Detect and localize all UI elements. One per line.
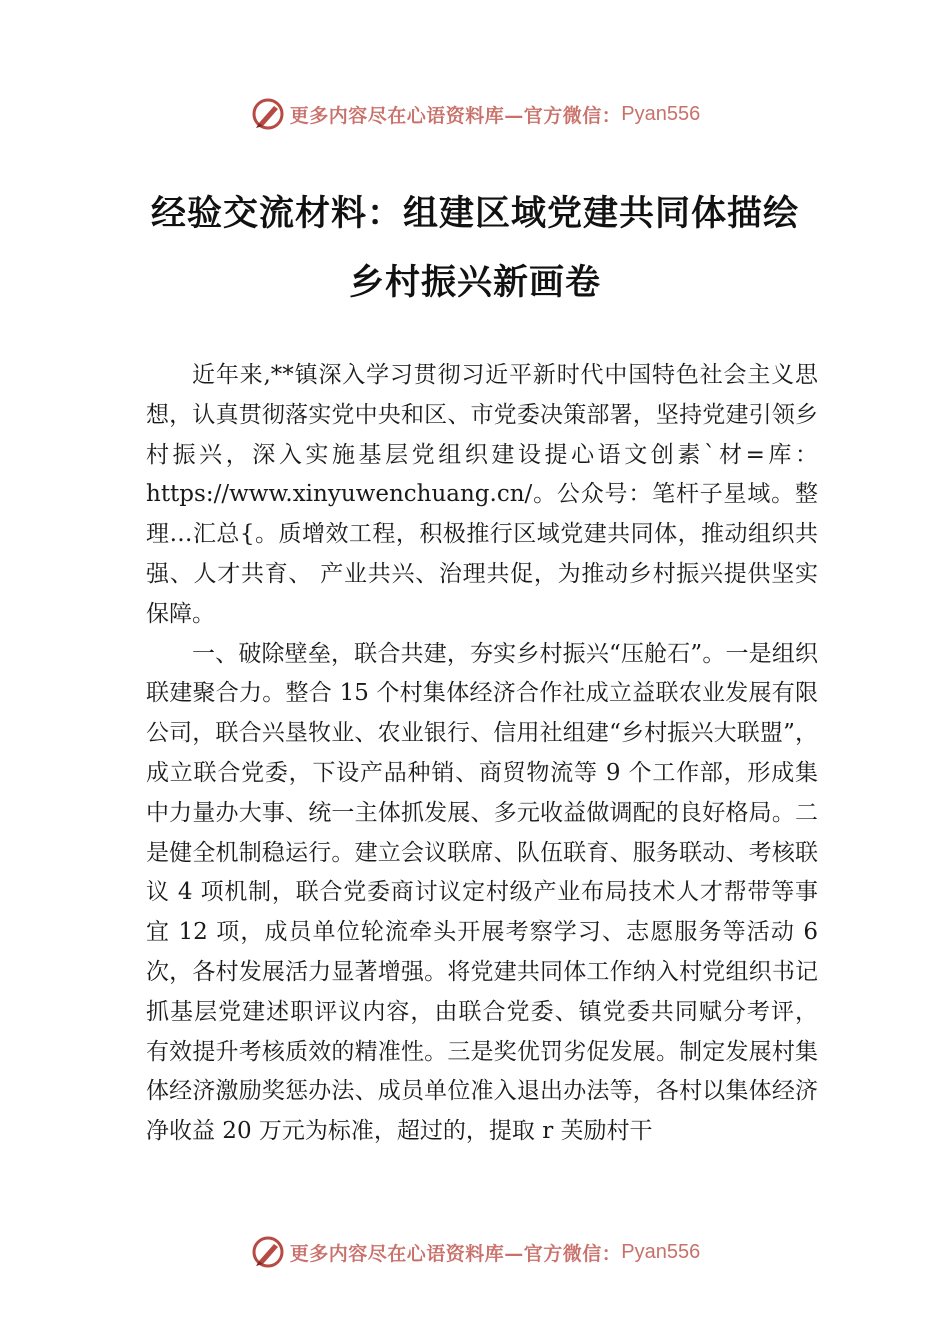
paragraph-section-1: 一、破除壁垒，联合共建，夯实乡村振兴“压舱石”。一是组织联建聚合力。整合 15 个村集体经济合作社成立益联农业发展有限公司，联合兴垦牧业、农业银行、信用社组建“乡村振兴大联盟”，成立联合党委，下设产品种销、商贸物流等 9 个工作部，形成集中力量办大事、统一主体抓发展、多元收益做调配的良好格局。二是健全机制稳运行。建立会议联席、队伍联育、服务联动、考核联议 4 项机制，联合党委商讨议定村级产业布局技术人才帮带等事宜 12 项，成员单位轮流牵头开展考察学习、志愿服务等活动 6 次，各村发展活力显著增强。将党建共同体工作纳入村党组织书记抓基层党建述职评议内容，由联合党委、镇党委共同赋分考评， 有效提升考核质效的精准性。三是奖优罚劣促发展。制定发展村集体经济激励奖惩办法、成员单位准入退出办法等，各村以集体经济净收益 20 万元为标准，超过的，提取 r 芙励村干 — [146, 640, 818, 1145]
document-body — [146, 356, 818, 1152]
pen-circle-icon — [250, 1234, 286, 1270]
pen-circle-icon — [250, 96, 286, 132]
watermark-banner-top — [0, 94, 950, 134]
document-title-line-1: 经验交流材料：组建区域党建共同体描绘 — [150, 194, 799, 234]
paragraph-intro: 近年来,**镇深入学习贯彻习近平新时代中国特色社会主义思想，认真贯彻落实党中央和区、市党委决策部署，坚持党建引领乡村振兴，深入实施基层党组织建设提心语文创素`材=库：https://www.xinyuwenchuang.cn/。公众号：笔杆子星域。整理…汇总{。质增效工程，积极推行区域党建共同体，推动组织共强、人才共育、 产业共兴、治理共促，为推动乡村振兴提供坚实保障。 — [146, 362, 818, 627]
watermark-text: 更多内容尽在心语资料库—官方微信： — [289, 104, 622, 127]
watermark-contact: Pyan556 — [621, 102, 701, 125]
watermark-text: 更多内容尽在心语资料库—官方微信： — [289, 1242, 622, 1265]
watermark-banner-bottom — [0, 1232, 950, 1272]
watermark-contact: Pyan556 — [621, 1240, 701, 1263]
document-title-line-2: 乡村振兴新画卷 — [348, 263, 601, 303]
